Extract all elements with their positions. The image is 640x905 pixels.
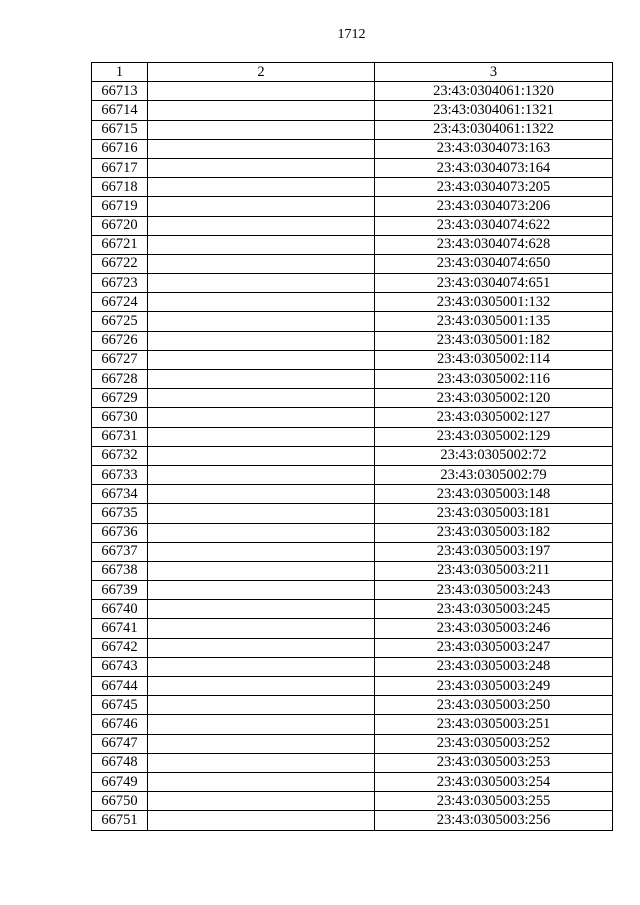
cell-col-2 — [148, 696, 375, 715]
cell-col-2 — [148, 485, 375, 504]
cell-cadastral-code: 23:43:0304074:650 — [375, 254, 613, 273]
cell-number: 66725 — [92, 312, 148, 331]
table-row — [92, 715, 613, 734]
cell-col-2 — [148, 523, 375, 542]
cell-cadastral-code: 23:43:0304073:206 — [375, 197, 613, 216]
cell-col-2 — [148, 715, 375, 734]
cell-number: 66746 — [92, 715, 148, 734]
cell-number: 66740 — [92, 600, 148, 619]
cell-col-2 — [148, 178, 375, 197]
cell-cadastral-code: 23:43:0304074:622 — [375, 216, 613, 235]
cell-number: 66721 — [92, 235, 148, 254]
cell-cadastral-code: 23:43:0305003:249 — [375, 677, 613, 696]
cell-cadastral-code: 23:43:0305003:182 — [375, 523, 613, 542]
table-row — [92, 811, 613, 830]
cell-cadastral-code: 23:43:0305001:135 — [375, 312, 613, 331]
cell-cadastral-code: 23:43:0305003:250 — [375, 696, 613, 715]
cell-number: 66748 — [92, 753, 148, 772]
cell-number: 66718 — [92, 178, 148, 197]
table-row — [92, 638, 613, 657]
cell-col-2 — [148, 561, 375, 580]
cell-cadastral-code: 23:43:0305003:256 — [375, 811, 613, 830]
table-row — [92, 158, 613, 177]
cell-col-2 — [148, 638, 375, 657]
cell-cadastral-code: 23:43:0305002:114 — [375, 350, 613, 369]
cell-number: 66745 — [92, 696, 148, 715]
cell-cadastral-code: 23:43:0304073:205 — [375, 178, 613, 197]
cell-cadastral-code: 23:43:0305003:248 — [375, 657, 613, 676]
table-row — [92, 350, 613, 369]
cell-col-2 — [148, 619, 375, 638]
cell-col-2 — [148, 389, 375, 408]
table-row — [92, 696, 613, 715]
table-row — [92, 408, 613, 427]
table-row — [92, 389, 613, 408]
table-row — [92, 293, 613, 312]
cell-cadastral-code: 23:43:0305003:243 — [375, 581, 613, 600]
header-col-1: 1 — [92, 63, 148, 82]
table-row — [92, 139, 613, 158]
table-row — [92, 178, 613, 197]
cell-cadastral-code: 23:43:0305003:252 — [375, 734, 613, 753]
cell-col-2 — [148, 370, 375, 389]
cell-number: 66731 — [92, 427, 148, 446]
table-row — [92, 82, 613, 101]
cell-cadastral-code: 23:43:0304061:1321 — [375, 101, 613, 120]
table-header — [92, 63, 613, 82]
cell-col-2 — [148, 772, 375, 791]
cell-number: 66734 — [92, 485, 148, 504]
cell-cadastral-code: 23:43:0304061:1320 — [375, 82, 613, 101]
cell-number: 66730 — [92, 408, 148, 427]
table-row — [92, 446, 613, 465]
cell-cadastral-code: 23:43:0304074:651 — [375, 274, 613, 293]
table-row — [92, 254, 613, 273]
table-row — [92, 753, 613, 772]
cell-number: 66727 — [92, 350, 148, 369]
table-row — [92, 619, 613, 638]
cell-number: 66737 — [92, 542, 148, 561]
cell-col-2 — [148, 82, 375, 101]
table-row — [92, 312, 613, 331]
cell-cadastral-code: 23:43:0305002:79 — [375, 465, 613, 484]
cell-col-2 — [148, 811, 375, 830]
cell-col-2 — [148, 446, 375, 465]
cell-cadastral-code: 23:43:0305003:251 — [375, 715, 613, 734]
table-row — [92, 581, 613, 600]
cell-cadastral-code: 23:43:0304074:628 — [375, 235, 613, 254]
cell-col-2 — [148, 293, 375, 312]
table-row — [92, 561, 613, 580]
cell-col-2 — [148, 274, 375, 293]
table-row — [92, 792, 613, 811]
cell-cadastral-code: 23:43:0305003:245 — [375, 600, 613, 619]
header-col-3: 3 — [375, 63, 613, 82]
cell-number: 66729 — [92, 389, 148, 408]
cell-col-2 — [148, 427, 375, 446]
cell-col-2 — [148, 542, 375, 561]
cell-number: 66751 — [92, 811, 148, 830]
cell-number: 66742 — [92, 638, 148, 657]
table-row — [92, 600, 613, 619]
cell-number: 66744 — [92, 677, 148, 696]
cell-col-2 — [148, 120, 375, 139]
cell-col-2 — [148, 677, 375, 696]
cell-col-2 — [148, 504, 375, 523]
table-row — [92, 485, 613, 504]
cell-number: 66739 — [92, 581, 148, 600]
cell-cadastral-code: 23:43:0305003:211 — [375, 561, 613, 580]
table-row — [92, 370, 613, 389]
cell-col-2 — [148, 197, 375, 216]
cell-number: 66738 — [92, 561, 148, 580]
cell-number: 66716 — [92, 139, 148, 158]
cell-number: 66736 — [92, 523, 148, 542]
cell-col-2 — [148, 581, 375, 600]
cell-cadastral-code: 23:43:0305002:72 — [375, 446, 613, 465]
cell-col-2 — [148, 600, 375, 619]
table-row — [92, 657, 613, 676]
cell-number: 66733 — [92, 465, 148, 484]
header-col-2: 2 — [148, 63, 375, 82]
cell-number: 66743 — [92, 657, 148, 676]
cell-cadastral-code: 23:43:0304061:1322 — [375, 120, 613, 139]
table-row — [92, 216, 613, 235]
cell-col-2 — [148, 753, 375, 772]
cell-number: 66724 — [92, 293, 148, 312]
table-row — [92, 274, 613, 293]
cell-col-2 — [148, 350, 375, 369]
table-body — [92, 82, 613, 830]
cell-number: 66750 — [92, 792, 148, 811]
cell-col-2 — [148, 216, 375, 235]
cell-number: 66747 — [92, 734, 148, 753]
table-row — [92, 542, 613, 561]
cell-number: 66713 — [92, 82, 148, 101]
cell-cadastral-code: 23:43:0305002:116 — [375, 370, 613, 389]
table-row — [92, 120, 613, 139]
table-row — [92, 197, 613, 216]
table-row — [92, 235, 613, 254]
cell-col-2 — [148, 235, 375, 254]
cell-number: 66720 — [92, 216, 148, 235]
table-row — [92, 523, 613, 542]
table-row — [92, 772, 613, 791]
cell-col-2 — [148, 408, 375, 427]
table-row — [92, 504, 613, 523]
cell-number: 66722 — [92, 254, 148, 273]
cell-number: 66735 — [92, 504, 148, 523]
cell-cadastral-code: 23:43:0305003:181 — [375, 504, 613, 523]
cell-cadastral-code: 23:43:0304073:163 — [375, 139, 613, 158]
data-table — [91, 62, 613, 831]
table-row — [92, 465, 613, 484]
cell-col-2 — [148, 312, 375, 331]
cell-cadastral-code: 23:43:0305002:120 — [375, 389, 613, 408]
cell-cadastral-code: 23:43:0304073:164 — [375, 158, 613, 177]
cell-col-2 — [148, 465, 375, 484]
table-row — [92, 427, 613, 446]
cell-col-2 — [148, 139, 375, 158]
cell-number: 66719 — [92, 197, 148, 216]
cell-number: 66726 — [92, 331, 148, 350]
table-row — [92, 677, 613, 696]
cell-cadastral-code: 23:43:0305003:246 — [375, 619, 613, 638]
cell-col-2 — [148, 657, 375, 676]
cell-number: 66723 — [92, 274, 148, 293]
table-row — [92, 101, 613, 120]
cell-cadastral-code: 23:43:0305003:254 — [375, 772, 613, 791]
cell-number: 66741 — [92, 619, 148, 638]
header-row — [92, 63, 613, 82]
cell-col-2 — [148, 331, 375, 350]
cell-cadastral-code: 23:43:0305001:182 — [375, 331, 613, 350]
cell-cadastral-code: 23:43:0305003:253 — [375, 753, 613, 772]
cell-number: 66732 — [92, 446, 148, 465]
cell-cadastral-code: 23:43:0305003:148 — [375, 485, 613, 504]
table-row — [92, 331, 613, 350]
cell-number: 66749 — [92, 772, 148, 791]
cell-number: 66714 — [92, 101, 148, 120]
cell-col-2 — [148, 734, 375, 753]
cell-col-2 — [148, 101, 375, 120]
page-number: 1712 — [337, 27, 366, 42]
cell-col-2 — [148, 254, 375, 273]
cell-number: 66715 — [92, 120, 148, 139]
cell-cadastral-code: 23:43:0305003:197 — [375, 542, 613, 561]
cell-number: 66728 — [92, 370, 148, 389]
cell-cadastral-code: 23:43:0305003:255 — [375, 792, 613, 811]
cell-cadastral-code: 23:43:0305002:129 — [375, 427, 613, 446]
cell-number: 66717 — [92, 158, 148, 177]
cell-col-2 — [148, 158, 375, 177]
cell-col-2 — [148, 792, 375, 811]
cell-cadastral-code: 23:43:0305001:132 — [375, 293, 613, 312]
cell-cadastral-code: 23:43:0305002:127 — [375, 408, 613, 427]
table-row — [92, 734, 613, 753]
cell-cadastral-code: 23:43:0305003:247 — [375, 638, 613, 657]
